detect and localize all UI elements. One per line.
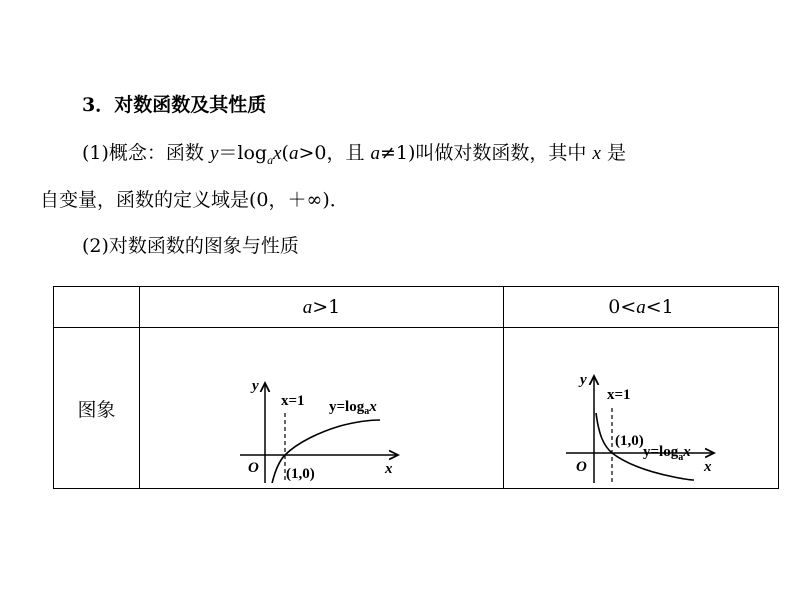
func-post: x (369, 399, 377, 415)
graph-cell-left (140, 328, 504, 489)
origin-label: O (248, 460, 259, 476)
header-gt1: >1 (312, 295, 341, 318)
header-lt1: <1 (645, 295, 674, 318)
func-post: x (683, 444, 691, 460)
log-graph-increasing (140, 328, 503, 483)
table-header-row (54, 287, 779, 328)
log-base: a (267, 152, 274, 167)
func-sub: a (364, 406, 370, 417)
x-axis-label: x (704, 459, 712, 475)
func-pre: y=log (329, 399, 365, 415)
x-axis-label: x (385, 461, 393, 477)
point-label: (1,0) (286, 466, 315, 482)
function-label (329, 399, 377, 417)
var-y: y (209, 143, 219, 164)
var-a1: a (288, 143, 299, 164)
log-graph-decreasing (504, 328, 778, 483)
header-empty-cell (54, 287, 140, 328)
var-x: x (273, 143, 282, 164)
var-a2: a (370, 143, 381, 164)
asymptote-label: x=1 (607, 387, 631, 403)
origin-label: O (576, 459, 587, 475)
func-sub: a (678, 452, 684, 463)
eq-log: ＝log (218, 142, 268, 164)
y-axis-label: y (580, 372, 587, 388)
asymptote-label: x=1 (281, 393, 305, 409)
point-label: (1,0) (615, 433, 644, 449)
header-var-a: a (302, 296, 313, 318)
right-function-label (643, 444, 691, 463)
row-label: 图象 (54, 328, 140, 489)
concept-line-2: 自变量，函数的定义域是(0，＋∞)． (40, 189, 349, 211)
concept-tail: 是 (600, 142, 626, 164)
header-a-between-0-1 (504, 287, 779, 328)
y-axis-label: y (252, 378, 259, 394)
concept-lead: (1)概念：函数 (82, 142, 210, 164)
header-a-greater-1 (140, 287, 504, 328)
header-zero-lt: 0< (608, 295, 637, 318)
concept-line-1 (82, 138, 626, 168)
graph-cell-right (504, 328, 779, 489)
func-pre: y=log (643, 444, 679, 460)
paren-open: ( (281, 142, 289, 164)
table-graph-row (54, 328, 779, 489)
header-var-a2: a (636, 296, 646, 318)
cond-1: >0，且 (298, 142, 371, 164)
subsection-title: (2)对数函数的图象与性质 (82, 235, 299, 257)
cond-2: ≠1)叫做对数函数，其中 (380, 142, 593, 164)
section-title: 3．对数函数及其性质 (82, 94, 267, 116)
var-x2: x (592, 143, 601, 164)
